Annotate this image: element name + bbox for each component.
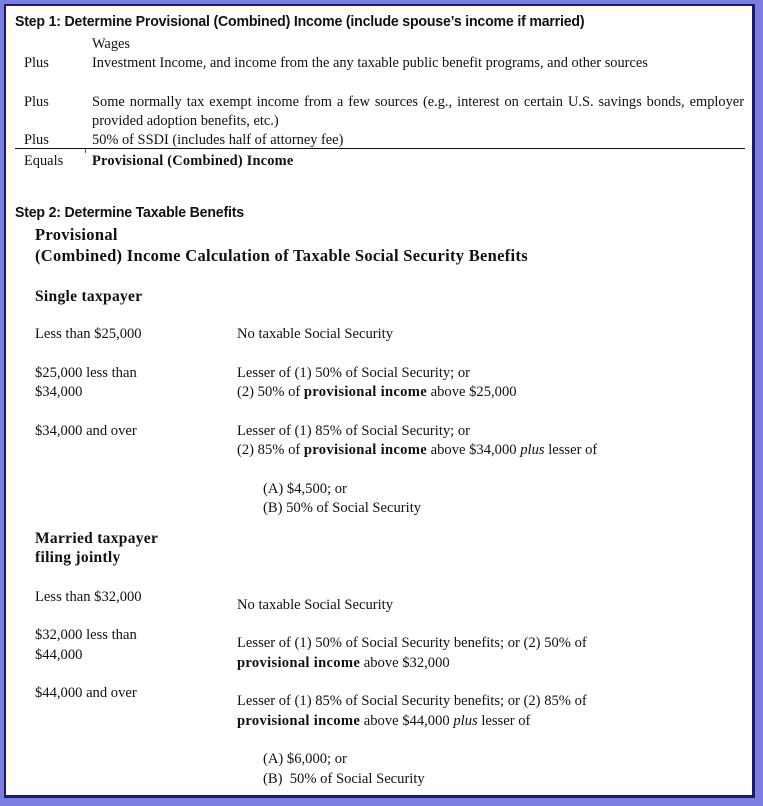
married-range-3: $44,000 and over [35,685,137,701]
married-result-2-line1: Lesser of (1) 50% of Social Security benefits; or (2) 50% of [237,635,587,651]
married-heading-line1: Married taxpayer [35,530,159,547]
step1-title: Step 1: Determine Provisional (Combined) Income (include spouse’s income if married) [15,13,585,30]
single-option-b: (B) 50% of Social Security [263,500,422,516]
single-result-3-line2: (2) 85% of provisional income above $34,000 plus lesser of [237,442,598,458]
single-range-2-line1: $25,000 less than [35,365,137,381]
column-tick [85,149,86,153]
single-option-a: (A) $4,500; or [263,481,347,497]
table-title-line1: Provisional [35,225,118,244]
single-range-1: Less than $25,000 [35,326,142,342]
single-taxpayer-heading: Single taxpayer [35,288,143,305]
married-result-2-line2: provisional income above $32,000 [237,655,450,671]
married-range-2-line1: $32,000 less than [35,627,137,643]
single-result-3-line1: Lesser of (1) 85% of Social Security; or [237,423,471,439]
sum-divider-line [15,148,745,149]
table-title-line2: (Combined) Income Calculation of Taxable Social Security Benefits [35,246,528,265]
single-range-3: $34,000 and over [35,423,137,439]
married-result-1: No taxable Social Security [237,597,394,613]
married-option-b: (B) 50% of Social Security [263,771,425,787]
married-result-3-line2: provisional income above $44,000 plus lesser of [237,713,531,729]
married-heading-line2: filing jointly [35,549,121,566]
step2-title: Step 2: Determine Taxable Benefits [15,204,244,221]
married-range-1: Less than $32,000 [35,589,142,605]
single-range-2-line2: $34,000 [35,384,83,400]
married-result-3-line1: Lesser of (1) 85% of Social Security benefits; or (2) 85% of [237,693,587,709]
married-option-a: (A) $6,000; or [263,751,347,767]
single-result-1: No taxable Social Security [237,326,394,342]
single-result-2-line1: Lesser of (1) 50% of Social Security; or [237,365,471,381]
married-range-2-line2: $44,000 [35,647,83,663]
single-result-2-line2: (2) 50% of provisional income above $25,000 [237,384,517,400]
document-frame: Step 1: Determine Provisional (Combined) Income (include spouse’s income if married) Wages Plus Investment Income, and income from the any taxable public benefit programs, and other sources Plus Some normally tax exempt income from a few sources (e.g., interest on certain U.S. savings bonds, employer provided adoption benefits, etc.) Plus 50% of SSDI (includes half of attorney fee) Equals Provisional (Combined) Income Step 2: Determine Taxable Benefits Provisional (Combined) Income Calculation of Taxable Social Security Benefits Single taxpayer Less than $25,000 No taxable Social Security $25,000 less than $34,000 Lesser of (1) 50% of Social Security; or (2) 50% of provisional income above $25,000 $34,000 and over Lesser of (1) 85% of Social Security; or (2) 85% of provisional income above $34,000 plus lesser of (A) $4,500; or (B) 50% of Social Security Married taxpayer filing jointly Less than $32,000 No taxable Social Security $32,000 less than $44,000 Lesser of (1) 50% of Social Security benefits; or (2) 50% of provisional income above $32,000 $44,000 and over Lesser of (1) 85% of Social Security benefits; or (2) 85% of provisional income above $44,000 plus lesser of (A) $6,000; or (B) 50% of Social Security [4,4,755,798]
